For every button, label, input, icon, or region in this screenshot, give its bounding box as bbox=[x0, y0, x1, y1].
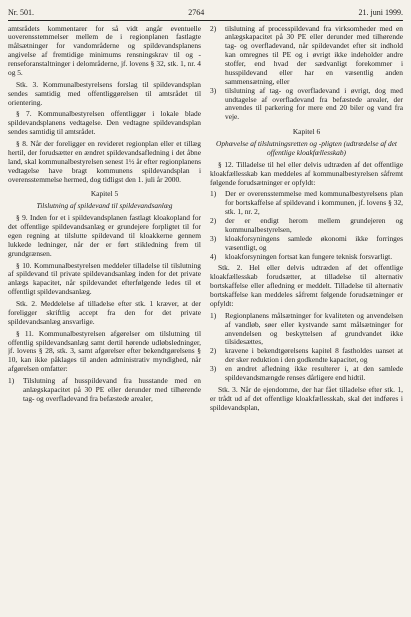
paragraph: § 8. Når der foreligger en revideret regionplan eller et tillæg hertil, der forudsætter en ændret spildevandsafledning i det åbne land, skal kommunalbestyrelsen senest 1½ år efter regionplanens vedtagelse have bragt kommunens spildevandsplan i overensstemmelse hermed, dog tidligst den 1. juli år 2000. bbox=[8, 139, 201, 184]
list-item: 1) Regionplanens målsætninger for kvaliteten og anvendelsen af vandløb, søer eller kystvande samt målsætninger for anvendelsen og beskyttelsen af grundvandet ikke tilsidesættes, bbox=[210, 310, 403, 347]
paragraph: § 9. Inden for et i spildevandsplanen fastlagt kloakopland for det offentlige spildevandsanlæg er grundejere forpligtet til for egen regning at tilslutte spildevand til kloakkerne gennem lukkede ledninger, når der er ført stikledning frem til grundgrænsen. bbox=[8, 213, 201, 258]
numbered-list bbox=[8, 377, 201, 404]
page-number: 2764 bbox=[188, 8, 205, 17]
issue-date: 21. juni 1999. bbox=[358, 8, 403, 17]
left-column bbox=[8, 25, 201, 416]
paragraph: § 7. Kommunalbestyrelsen offentliggør i lokale blade spildevandsplanens vedtagelse. Den vedtagne spildevandsplan sendes samtidig til amtsrådet. bbox=[8, 109, 201, 137]
paragraph: § 12. Tilladelse til hel eller delvis udtræden af det offentlige kloakfællesskab kan meddeles af kommunalbestyrelsen såfremt følgende forudsætninger er opfyldt: bbox=[210, 159, 403, 187]
chapter-subtitle: Tilslutning af spildevand til spildevandsanlæg bbox=[36, 201, 173, 211]
list-item: 3) tilslutning af tag- og overfladevand i øvrigt, dog med undtagelse af overfladevand fra befæstede arealer, der anvendes til parkering for mere end 20 biler og vand fra veje. bbox=[210, 85, 403, 122]
paragraph: § 10. Kommunalbestyrelsen meddeler tilladelse til tilslutning af spildevand til private spildevandsanlæg inden for det private anlægs kapacitet, når spildevandet efterfølgende ledes til et offentligt spildevandsanlæg. bbox=[8, 260, 201, 297]
chapter-heading: Kapitel 6 bbox=[292, 127, 321, 137]
paragraph: amtsrådets kommentarer for så vidt angår eventuelle uoverensstemmelser mellem de i regionplanen fastlagte målsætninger for vandområderne og spildevandsplanens angivelse af fremtidige minimums rensningskrav til og -renseforanstaltninger i delområderne, jf. lovens § 32, stk. 1, nr. 4 og 5. bbox=[8, 24, 201, 77]
list-item: 2) der er endigt herom mellem grundejeren og kommunalbestyrelsen, bbox=[210, 216, 403, 234]
paragraph: § 11. Kommunalbestyrelsen afgørelser om tilslutning til offentlig spildevandsanlæg samt dertil hørende udløbsledninger, jf. lovens § 28, stk. 3, samt afgørelser efter bekendtgørelsens § 10, kan ikke påklages til anden administrativ myndighed, når afgørelsen omfatter: bbox=[8, 328, 201, 374]
list-item: 1) Der er overensstemmelse med kommunalbestyrelsens plan for bortskaffelse af spildevand i kommunen, jf. lovens § 32, stk. 1, nr. 2, bbox=[210, 189, 403, 217]
paragraph: Stk. 2. Meddelelse af tilladelse efter stk. 1 kræver, at der foreligger skriftlig accept fra den for det private spildevandsanlæg ansvarlige. bbox=[8, 299, 201, 326]
numbered-list bbox=[210, 312, 403, 383]
numbered-list bbox=[210, 190, 403, 261]
list-item: 2) kravene i bekendtgørelsens kapitel 8 fastholdes uanset at der sker reduktion i den godkendte kapacitet, og bbox=[210, 346, 403, 365]
list-item: 4) kloakforsyningen fortsat kan fungere teknisk forsvarligt. bbox=[210, 251, 393, 261]
list-item: 3) en ændret afledning ikke resulterer i, at den samlede spildevandsmængde renses dårligere end hidtil. bbox=[210, 364, 403, 382]
paragraph: Stk. 3. Kommunalbestyrelsens forslag til spildevandsplan sendes samtidig med offentliggørelsen til amtsrådet til orientering. bbox=[8, 79, 201, 107]
issue-number: Nr. 501. bbox=[8, 8, 34, 17]
chapter-subtitle: Ophævelse af tilslutningsretten og -pligten (udtrædelse af det offentlige kloakfællesskab) bbox=[216, 139, 397, 157]
columns bbox=[8, 25, 403, 416]
paragraph: Stk. 3. Når de ejendomme, der har fået tilladelse efter stk. 1, er trådt ud af det offentlige kloakfællesskab, skal det indføres i spildevandsplan, bbox=[210, 384, 403, 412]
list-item: 1) Tilslutning af husspildevand fra husstande med en anlægskapacitet på 30 PE eller derunder med tilhørende tag- og overfladevand fra befæstede arealer, bbox=[8, 376, 201, 403]
page-header bbox=[8, 8, 403, 18]
numbered-list bbox=[210, 25, 403, 123]
chapter-heading: Kapitel 5 bbox=[90, 189, 119, 199]
paragraph: Stk. 2. Hel eller delvis udtræden af det offentlige kloakfællesskab forudsætter, at tilladelse til alternativ bortskaffelse eller afledning er meddelt. Tilladelse til alternativ bortskaffelse kan meddeles såfremt følgende forudsætninger er opfyldt: bbox=[210, 263, 403, 308]
header-rule bbox=[8, 20, 403, 21]
list-item: 3) kloakforsyningens samlede økonomi ikke forringes væsentligt, og bbox=[210, 233, 403, 252]
list-item: 2) tilslutning af processpildevand fra virksomheder med en anlægskapacitet på 30 PE eller derunder med tilhørende tag- og overfladevand, når spildevandet efter sit indhold kan omregnes til PE og i øvrigt ikke indeholder andre stoffer, end hvad der sædvanligt forekommer i husspildevand eller har en væsentlig anden sammensætning, eller bbox=[210, 24, 403, 86]
right-column bbox=[210, 25, 403, 416]
